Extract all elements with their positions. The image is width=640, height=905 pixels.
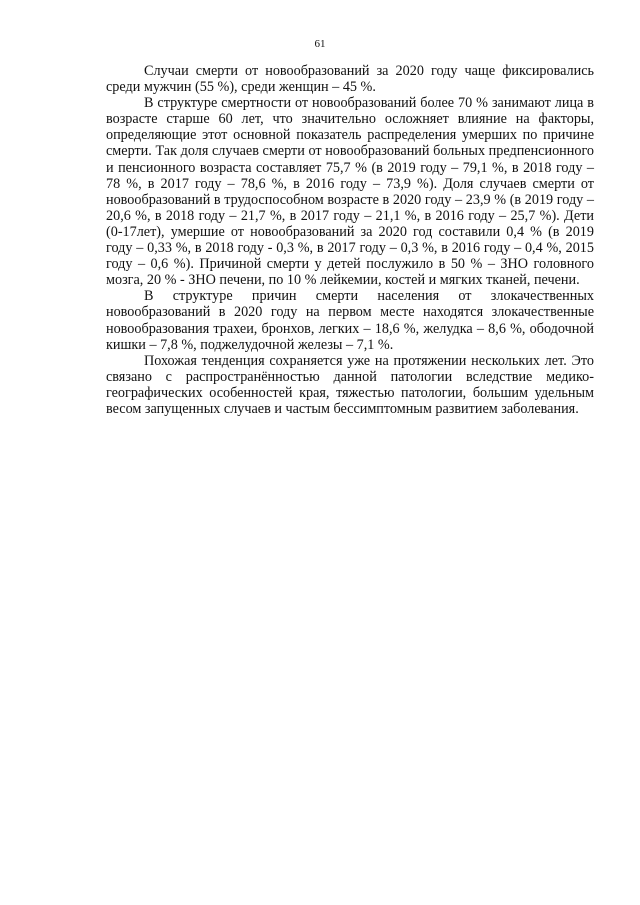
paragraph-cancer-causes-structure: В структуре причин смерти населения от злокачественных новообразований в 2020 году на первом месте находятся злокачественные новообразования трахеи, бронхов, легких – 18,6 %, желудка – 8,6 %, ободочной кишки – 7,8 %, поджелудочной железы – 7,1 %. bbox=[106, 288, 594, 353]
page-number: 61 bbox=[314, 38, 326, 50]
paragraph-mortality-by-sex: Случаи смерти от новообразований за 2020 году чаще фиксировались среди мужчин (55 %), среди женщин – 45 %. bbox=[106, 63, 594, 96]
body-text bbox=[106, 63, 594, 417]
paragraph-mortality-by-age: В структуре смертности от новообразований более 70 % занимают лица в возрасте старше 60 лет, что значительно осложняет влияние на факторы, определяющие этот основной показатель распределения умерших по причине смерти. Так доля случаев смерти от новообразований больных предпенсионного и пенсионного возраста составляет 75,7 % (в 2019 году – 79,1 %, в 2018 году – 78 %, в 2017 году – 78,6 %, в 2016 году – 73,9 %). Доля случаев смерти от новообразований в трудоспособном возрасте в 2020 году – 23,9 % (в 2019 году – 20,6 %, в 2018 году – 21,7 %, в 2017 году – 21,1 %, в 2016 году – 25,7 %). Дети (0-17лет), умершие от новообразований за 2020 год составили 0,4 % (в 2019 году – 0,33 %, в 2018 году - 0,3 %, в 2017 году – 0,3 %, в 2016 году – 0,4 %, 2015 году – 0,6 %). Причиной смерти у детей послужило в 50 % – ЗНО головного мозга, 20 % - ЗНО печени, по 10 % лейкемии, костей и мягких тканей, печени. bbox=[106, 95, 594, 289]
paragraph-trend: Похожая тенденция сохраняется уже на протяжении нескольких лет. Это связано с распространённостью данной патологии вследствие медико-географических особенностей края, тяжестью патологии, большим удельным весом запущенных случаев и частым бессимптомным развитием заболевания. bbox=[106, 352, 594, 417]
